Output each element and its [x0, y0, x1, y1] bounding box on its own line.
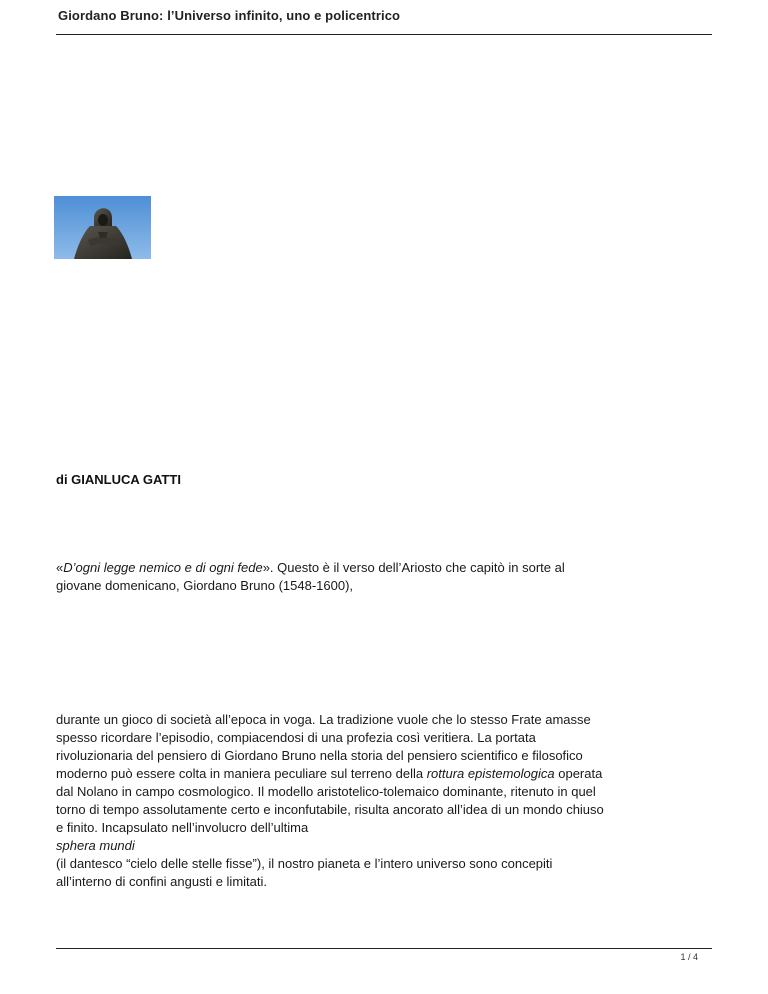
footer-divider: [56, 948, 712, 949]
body-text: operata: [554, 766, 603, 781]
body-line: durante un gioco di società all’epoca in voga. La tradizione vuole che lo stesso Frate amasse: [56, 712, 591, 727]
body-line: [56, 837, 716, 855]
paragraph-intro: [56, 559, 716, 595]
running-header-title: Giordano Bruno: l’Universo infinito, uno e policentrico: [58, 8, 401, 23]
paragraph-body: [56, 711, 716, 891]
body-line: (il dantesco “cielo delle stelle fisse”), il nostro pianeta e l’intero universo sono concepiti: [56, 856, 553, 871]
author-byline: di GIANLUCA GATTI: [56, 472, 181, 487]
rottura-epistemologica: rottura epistemologica: [426, 766, 555, 781]
statue-photo-icon: [54, 196, 151, 259]
header-divider: [56, 34, 712, 35]
body-line: spesso ricordare l’episodio, compiacendosi di una profezia così veritiera. La portata: [56, 730, 536, 745]
paragraph-intro-line1: [56, 559, 716, 577]
ariosto-verse: D’ogni legge nemico e di ogni fede: [63, 560, 263, 575]
intro-text: ». Questo è il verso dell’Ariosto che capitò in sorte al: [262, 560, 565, 575]
body-text: moderno può essere colta in maniera peculiare sul terreno della: [56, 766, 427, 781]
body-line: [56, 765, 716, 783]
body-line: e finito. Incapsulato nell’involucro dell’ultima: [56, 820, 309, 835]
sphera-mundi: sphera mundi: [56, 838, 135, 853]
body-line: all’interno di confini angusti e limitati.: [56, 874, 267, 889]
page-number: 1 / 4: [680, 952, 698, 962]
body-line: rivoluzionaria del pensiero di Giordano Bruno nella storia del pensiero scientifico e filosofico: [56, 748, 583, 763]
body-line: dal Nolano in campo cosmologico. Il modello aristotelico-tolemaico dominante, ritenuto in quel: [56, 784, 596, 799]
statue-photo: [54, 196, 151, 259]
open-quote: «: [56, 560, 64, 575]
body-line: torno di tempo assolutamente certo e inconfutabile, risulta ancorato all’idea di un mondo chiuso: [56, 802, 604, 817]
paragraph-intro-line2: giovane domenicano, Giordano Bruno (1548-1600),: [56, 578, 354, 593]
